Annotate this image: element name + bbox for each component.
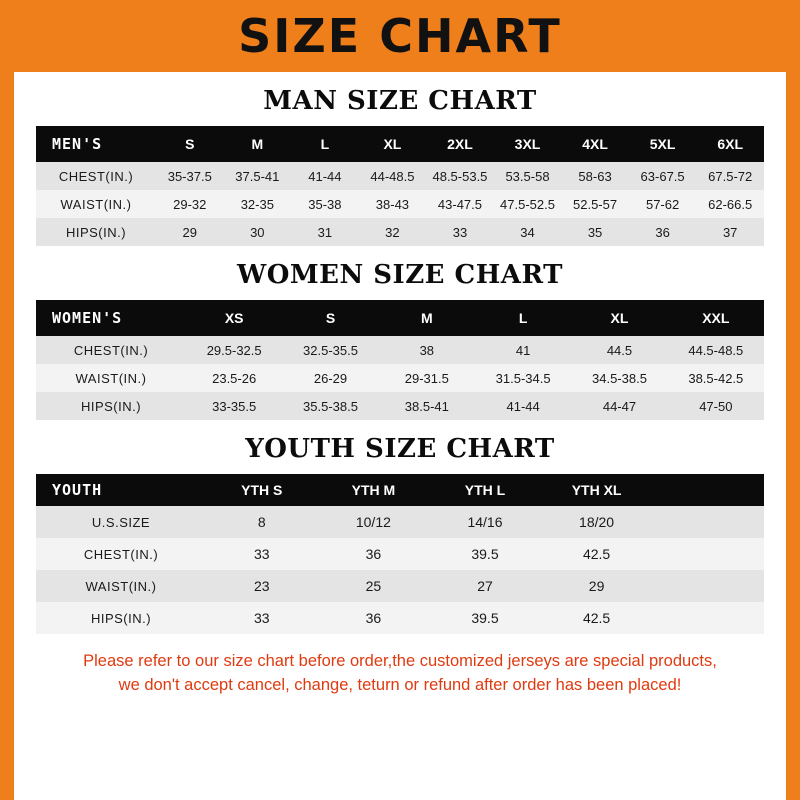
cell: 47.5-52.5: [494, 190, 562, 218]
policy-note-line-1: Please refer to our size chart before order,the customized jerseys are special products,: [83, 652, 717, 670]
cell: 39.5: [429, 538, 541, 570]
cell: 37: [696, 218, 764, 246]
col-header-l: L: [291, 126, 359, 162]
cell: 33: [206, 602, 318, 634]
cell: 57-62: [629, 190, 697, 218]
cell: 58-63: [561, 162, 629, 190]
cell: 41: [475, 336, 571, 364]
cell: 27: [429, 570, 541, 602]
cell: 18/20: [541, 506, 653, 538]
table-row: [36, 538, 764, 570]
cell: 35.5-38.5: [282, 392, 378, 420]
col-header-s: S: [282, 300, 378, 336]
col-header-xs: XS: [186, 300, 282, 336]
table-header-row: [36, 474, 764, 506]
table-head: [36, 474, 764, 506]
cell: 38.5-41: [379, 392, 475, 420]
policy-note: [36, 650, 764, 698]
row-label-waist: WAIST(IN.): [36, 570, 206, 602]
cell: 34: [494, 218, 562, 246]
row-label-hips: HIPS(IN.): [36, 602, 206, 634]
row-label-chest: CHEST(IN.): [36, 336, 186, 364]
cell: 48.5-53.5: [426, 162, 494, 190]
row-label-hips: HIPS(IN.): [36, 392, 186, 420]
cell: 29-32: [156, 190, 224, 218]
col-header-6xl: 6XL: [696, 126, 764, 162]
cell: 62-66.5: [696, 190, 764, 218]
table-row: [36, 336, 764, 364]
policy-note-line-2: we don't accept cancel, change, teturn or refund after order has been placed!: [118, 675, 682, 694]
cell: 29: [541, 570, 653, 602]
section-title-women: WOMEN SIZE CHART: [237, 260, 563, 290]
cell: 26-29: [282, 364, 378, 392]
cell: 25: [318, 570, 430, 602]
cell: 43-47.5: [426, 190, 494, 218]
cell: 52.5-57: [561, 190, 629, 218]
row-header-mens: MEN'S: [36, 126, 156, 162]
cell: 34.5-38.5: [571, 364, 667, 392]
table-row: [36, 570, 764, 602]
col-header-yth-s: YTH S: [206, 474, 318, 506]
table-row: [36, 506, 764, 538]
cell: 10/12: [318, 506, 430, 538]
cell: [652, 506, 764, 538]
cell: 36: [318, 602, 430, 634]
table-youth-size: [36, 474, 764, 634]
cell: 35-37.5: [156, 162, 224, 190]
cell: 35: [561, 218, 629, 246]
section-title-youth: YOUTH SIZE CHART: [245, 434, 555, 464]
cell: 32-35: [224, 190, 292, 218]
col-header-m: M: [224, 126, 292, 162]
table-header-row: [36, 126, 764, 162]
table-row: [36, 602, 764, 634]
cell: [652, 602, 764, 634]
col-header-yth-xl: YTH XL: [541, 474, 653, 506]
row-header-youth: YOUTH: [36, 474, 206, 506]
col-header-m: M: [379, 300, 475, 336]
banner: [0, 0, 800, 72]
cell: 39.5: [429, 602, 541, 634]
row-header-womens: WOMEN'S: [36, 300, 186, 336]
table-body: [36, 336, 764, 420]
cell: 42.5: [541, 538, 653, 570]
col-header-4xl: 4XL: [561, 126, 629, 162]
row-label-waist: WAIST(IN.): [36, 190, 156, 218]
cell: 29: [156, 218, 224, 246]
cell: 47-50: [668, 392, 764, 420]
cell: 35-38: [291, 190, 359, 218]
cell: 63-67.5: [629, 162, 697, 190]
cell: 44.5: [571, 336, 667, 364]
section-youth: [36, 434, 764, 634]
cell: 44.5-48.5: [668, 336, 764, 364]
table-row: [36, 218, 764, 246]
cell: 41-44: [291, 162, 359, 190]
table-head: [36, 300, 764, 336]
cell: 38.5-42.5: [668, 364, 764, 392]
table-body: [36, 162, 764, 246]
table-head: [36, 126, 764, 162]
content: [14, 86, 786, 698]
col-header-3xl: 3XL: [494, 126, 562, 162]
cell: 53.5-58: [494, 162, 562, 190]
cell: 32: [359, 218, 427, 246]
table-row: [36, 364, 764, 392]
col-header-yth-m: YTH M: [318, 474, 430, 506]
col-header-2xl: 2XL: [426, 126, 494, 162]
cell: 33: [426, 218, 494, 246]
cell: 31.5-34.5: [475, 364, 571, 392]
cell: 23.5-26: [186, 364, 282, 392]
row-label-waist: WAIST(IN.): [36, 364, 186, 392]
table-row: [36, 392, 764, 420]
table-row: [36, 190, 764, 218]
section-title-man: MAN SIZE CHART: [263, 86, 537, 116]
table-women-size: [36, 300, 764, 420]
section-man: [36, 86, 764, 246]
col-header-s: S: [156, 126, 224, 162]
cell: 29-31.5: [379, 364, 475, 392]
cell: 29.5-32.5: [186, 336, 282, 364]
table-man-size: [36, 126, 764, 246]
cell: 37.5-41: [224, 162, 292, 190]
table-header-row: [36, 300, 764, 336]
table-body: [36, 506, 764, 634]
page-title: SIZE CHART: [238, 9, 562, 63]
cell: 33: [206, 538, 318, 570]
cell: 23: [206, 570, 318, 602]
cell: 38-43: [359, 190, 427, 218]
cell: 38: [379, 336, 475, 364]
col-header-xxl: XXL: [668, 300, 764, 336]
cell: 30: [224, 218, 292, 246]
row-label-hips: HIPS(IN.): [36, 218, 156, 246]
col-header-yth-l: YTH L: [429, 474, 541, 506]
col-header-5xl: 5XL: [629, 126, 697, 162]
cell: 8: [206, 506, 318, 538]
cell: [652, 570, 764, 602]
col-header-xl: XL: [571, 300, 667, 336]
cell: 33-35.5: [186, 392, 282, 420]
row-label-us-size: U.S.SIZE: [36, 506, 206, 538]
cell: 67.5-72: [696, 162, 764, 190]
cell: 41-44: [475, 392, 571, 420]
cell: 32.5-35.5: [282, 336, 378, 364]
cell: [652, 538, 764, 570]
cell: 36: [629, 218, 697, 246]
section-women: [36, 260, 764, 420]
cell: 36: [318, 538, 430, 570]
col-header-empty: [652, 474, 764, 506]
cell: 44-48.5: [359, 162, 427, 190]
cell: 31: [291, 218, 359, 246]
cell: 42.5: [541, 602, 653, 634]
col-header-l: L: [475, 300, 571, 336]
row-label-chest: CHEST(IN.): [36, 162, 156, 190]
row-label-chest: CHEST(IN.): [36, 538, 206, 570]
table-row: [36, 162, 764, 190]
cell: 14/16: [429, 506, 541, 538]
col-header-xl: XL: [359, 126, 427, 162]
cell: 44-47: [571, 392, 667, 420]
